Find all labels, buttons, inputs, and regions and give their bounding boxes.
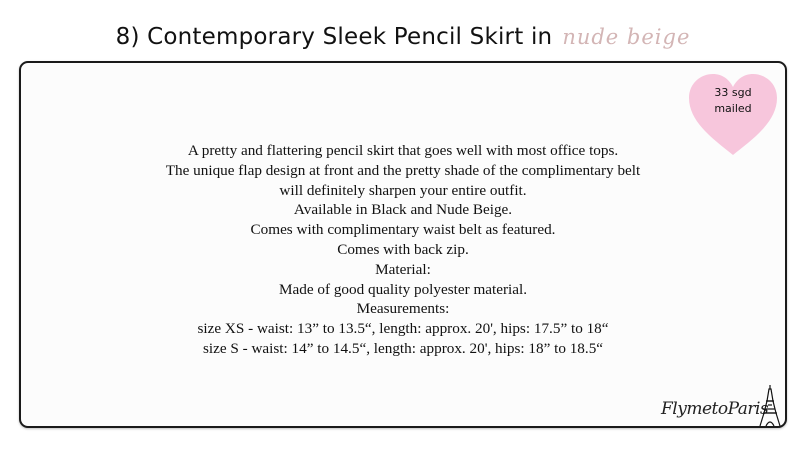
description-line: A pretty and flattering pencil skirt that goes well with most office tops.: [187, 142, 619, 159]
description-line: Measurements:: [356, 300, 450, 318]
brand-logo-text: FlymetoParis: [661, 399, 769, 419]
brand-logo: [661, 389, 781, 429]
product-card: [19, 61, 787, 428]
description-line: The unique flap design at front and the pretty shade of the complimentary belt: [165, 161, 641, 179]
description-line: size XS - waist: 13” to 13.5“, length: approx. 20', hips: 17.5” to 18“: [197, 320, 609, 338]
eiffel-tower-icon: [759, 385, 781, 427]
description-line: will definitely sharpen your entire outfit.: [279, 181, 527, 199]
title-main: 8) Contemporary Sleek Pencil Skirt in: [115, 24, 553, 50]
description-line: Available in Black and Nude Beige.: [293, 201, 513, 219]
description-line: Material:: [375, 260, 431, 278]
price-text: [686, 85, 780, 117]
description-line: Comes with back zip.: [337, 240, 469, 258]
page-title: [0, 24, 806, 50]
description-line: size S - waist: 14” to 14.5“, length: approx. 20', hips: 18” to 18.5“: [202, 339, 604, 357]
description-line: Comes with complimentary waist belt as featured.: [250, 221, 556, 239]
title-color-accent: nude beige: [562, 25, 691, 49]
price-shipping: mailed: [714, 102, 752, 115]
product-description: [21, 141, 785, 359]
price-amount: 33 sgd: [714, 86, 752, 99]
description-line: Made of good quality polyester material.: [279, 280, 527, 298]
